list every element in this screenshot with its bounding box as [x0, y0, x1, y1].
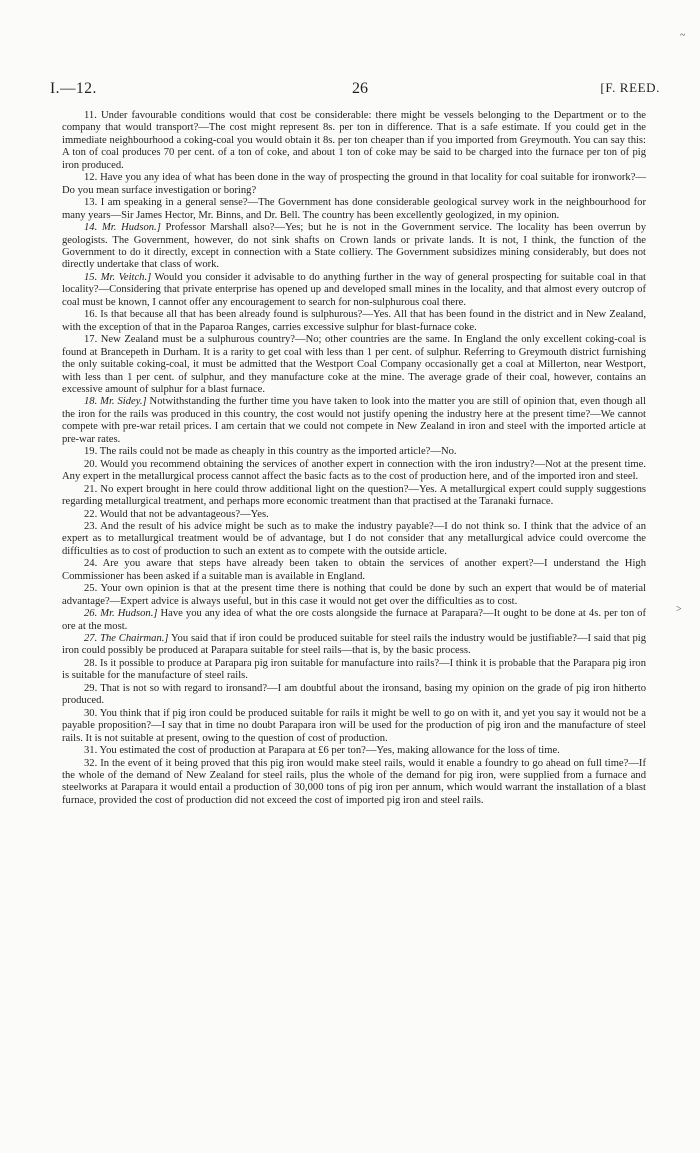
paragraph-text: 31. You estimated the cost of production at Parapara at £6 per ton?—Yes, making allowance for the loss of time. — [84, 745, 560, 757]
paragraph — [62, 459, 646, 484]
report-reference: I.—12. — [50, 80, 97, 97]
paragraph-text: 29. That is not so with regard to ironsand?—I am doubtful about the ironsand, basing my opinion on the grade of pig iron hitherto produced. — [62, 682, 646, 707]
scan-mark: > — [676, 604, 682, 615]
paragraph-text: Notwithstanding the further time you have taken to look into the matter you are still of opinion that, even though all the iron for the rails was produced in this country, the cost would not justify opening the industry here at the present time?—We cannot compete with pre-war retail prices. I am certain that we could not compete in New Zealand in iron and steel with the imported article at pre-war rates. — [62, 396, 646, 445]
paragraph — [62, 272, 646, 309]
paragraph — [62, 110, 646, 172]
paragraph-text: Professor Marshall also?—Yes; but he is not in the Government service. The locality has been overrun by geologists. The Government, however, do not sink shafts on Crown lands or private lands. It is not, I think, the function of the Government to do it directly, except in connection with a State colliery. The Government subsidizes mining considerably, but does not directly undertake that class of work. — [62, 222, 646, 271]
evidence-body — [62, 110, 646, 807]
paragraph — [62, 484, 646, 509]
paragraph-text: Have you any idea of what the ore costs alongside the furnace at Parapara?—It ought to be done at 4s. per ton of ore at the most. — [62, 608, 646, 632]
paragraph — [62, 521, 646, 558]
paragraph-text: 13. I am speaking in a general sense?—The Government has done considerable geological survey work in the neighbourhood for many years—Sir James Hector, Mr. Binns, and Dr. Bell. The country has been excellently geologized, in my opinion. — [62, 197, 646, 221]
paragraph-text: 21. No expert brought in here could throw additional light on the question?—Yes. A metallurgical expert could supply suggestions regarding metallurgical treatment, and perhaps more economic treatment than that practised at the Taranaki furnace. — [62, 483, 646, 508]
paragraph-text: Would you consider it advisable to do anything further in the way of general prospecting for suitable coal in that locality?—Considering that private enterprise has opened up and developed small mines in the locality, and that almost every outcrop of coal must be known, I cannot offer any encouragement to search for non-sulphurous coal there. — [62, 271, 646, 308]
paragraph — [62, 658, 646, 683]
paragraph — [62, 758, 646, 808]
paragraph-text: You said that if iron could be produced suitable for steel rails the industry would be justifiable?—I said that pig iron could possibly be produced at Parapara suitable for steel rails—that is, by the basic process. — [62, 633, 647, 657]
paragraph — [62, 309, 646, 334]
paragraph — [62, 745, 646, 757]
speaker-label: 26. Mr. Hudson.] — [84, 608, 158, 620]
paragraph-text: 30. You think that if pig iron could be produced suitable for rails it might be well to go on with it, and yet you say it would not be a payable proposition?—I say that in time no doubt Parapara iron will be used for the production of pig iron and the manufacture of steel rails. It is not suitable at present, owing to the question of cost of production. — [62, 707, 646, 744]
paragraph-text: 28. Is it possible to produce at Parapara pig iron suitable for manufacture into rails?—I think it is probable that the Parapara pig iron is suitable for the manufacture of steel rails. — [62, 657, 646, 682]
page-number: 26 — [352, 80, 368, 97]
paragraph-text: 11. Under favourable conditions would that cost be considerable: there might be vessels belonging to the Department or to the company that would transport?—The cost might represent 8s. per ton in difference. That is a safe estimate. If you could get in the immediate neighbourhood a coking-coal you would obtain it 8s. per ton cheaper than if you imported from Greymouth. You can say this: A ton of coal produces 70 per cent. of a ton of coke, and about 1 ton of coke may be said to be charged into the furnace per ton of pig iron produced. — [62, 110, 646, 171]
paragraph-text: 25. Your own opinion is that at the present time there is nothing that could be done by such an expert that would be of material advantage?—Expert advice is always useful, but in this case it would not get over the difficulties as to cost. — [62, 583, 646, 607]
paragraph-text: 12. Have you any idea of what has been done in the way of prospecting the ground in that locality for coal suitable for ironwork?—Do you mean surface investigation or boring? — [62, 172, 646, 196]
paragraph-text: 32. In the event of it being proved that this pig iron would make steel rails, would it enable a foundry to go ahead on full time?—If the whole of the demand of New Zealand for steel rails, plus the whole of the demand for pig iron, were supplied from a furnace and steelworks at Parapara it would entail a production of 30,000 tons of pig iron per annum, which would warrant the installation of a blast furnace, provided the cost of production did not exceed the cost of imported pig iron and steel rails. — [62, 757, 646, 806]
paragraph — [62, 583, 646, 608]
paragraph — [62, 708, 646, 745]
paragraph — [62, 558, 646, 583]
paragraph — [62, 197, 646, 222]
speaker-label: 14. Mr. Hudson.] — [84, 222, 161, 234]
paragraph — [62, 683, 646, 708]
paragraph-text: 19. The rails could not be made as cheaply in this country as the imported article?—No. — [84, 446, 457, 458]
paragraph-text: 16. Is that because all that has been already found is sulphurous?—Yes. All that has been found in the district and in New Zealand, with the exception of that in the Paparoa Ranges, carries excessive sulphur for blast-furnace coke. — [62, 309, 646, 333]
scan-mark: ~ — [680, 30, 686, 41]
paragraph-text: 24. Are you aware that steps have already been taken to obtain the services of another expert?—I understand the High Commissioner has been asked if a suitable man is available in England. — [62, 558, 646, 582]
page-header — [50, 80, 660, 102]
speaker-label: 18. Mr. Sidey.] — [84, 396, 147, 408]
witness-name: [F. REED. — [600, 80, 660, 95]
paragraph-text: 22. Would that not be advantageous?—Yes. — [84, 508, 269, 520]
paragraph — [62, 633, 646, 658]
paragraph — [62, 172, 646, 197]
paragraph — [62, 396, 646, 446]
speaker-label: 15. Mr. Veitch.] — [84, 271, 152, 283]
speaker-label: 27. The Chairman.] — [84, 633, 169, 645]
paragraph — [62, 334, 646, 396]
paragraph — [62, 222, 646, 272]
paragraph-text: 23. And the result of his advice might be such as to make the industry payable?—I do not think so. I think that the advice of an expert as to metallurgical treatment would be of advantage, but I do not consider that any metallurgical advice could overcome the difficulties as to cost of production to such an extent as to compete with the outside article. — [62, 520, 646, 557]
paragraph-text: 17. New Zealand must be a sulphurous country?—No; other countries are the same. In England the only excellent coking-coal is found at Brancepeth in Durham. It is a rarity to get coal with less than 1 per cent. of sulphur. Referring to Greymouth district furnishing the only suitable coking-coal, it must be admitted that the Westport Coal Company occasionally get a coal at Millerton, near Westport, with less than 1 per cent. of sulphur, and they manufacture coke at the mine. The average grade of their coal, however, contains an excessive amount of sulphur for a blast furnace. — [62, 334, 646, 395]
paragraph-text: 20. Would you recommend obtaining the services of another expert in connection with the iron industry?—Not at the present time. Any expert in the metallurgical process cannot affect the basic facts as to the cost of production here, and of the imported iron and steel. — [62, 458, 646, 483]
paragraph — [62, 509, 646, 521]
paragraph — [62, 446, 646, 458]
paragraph — [62, 608, 646, 633]
